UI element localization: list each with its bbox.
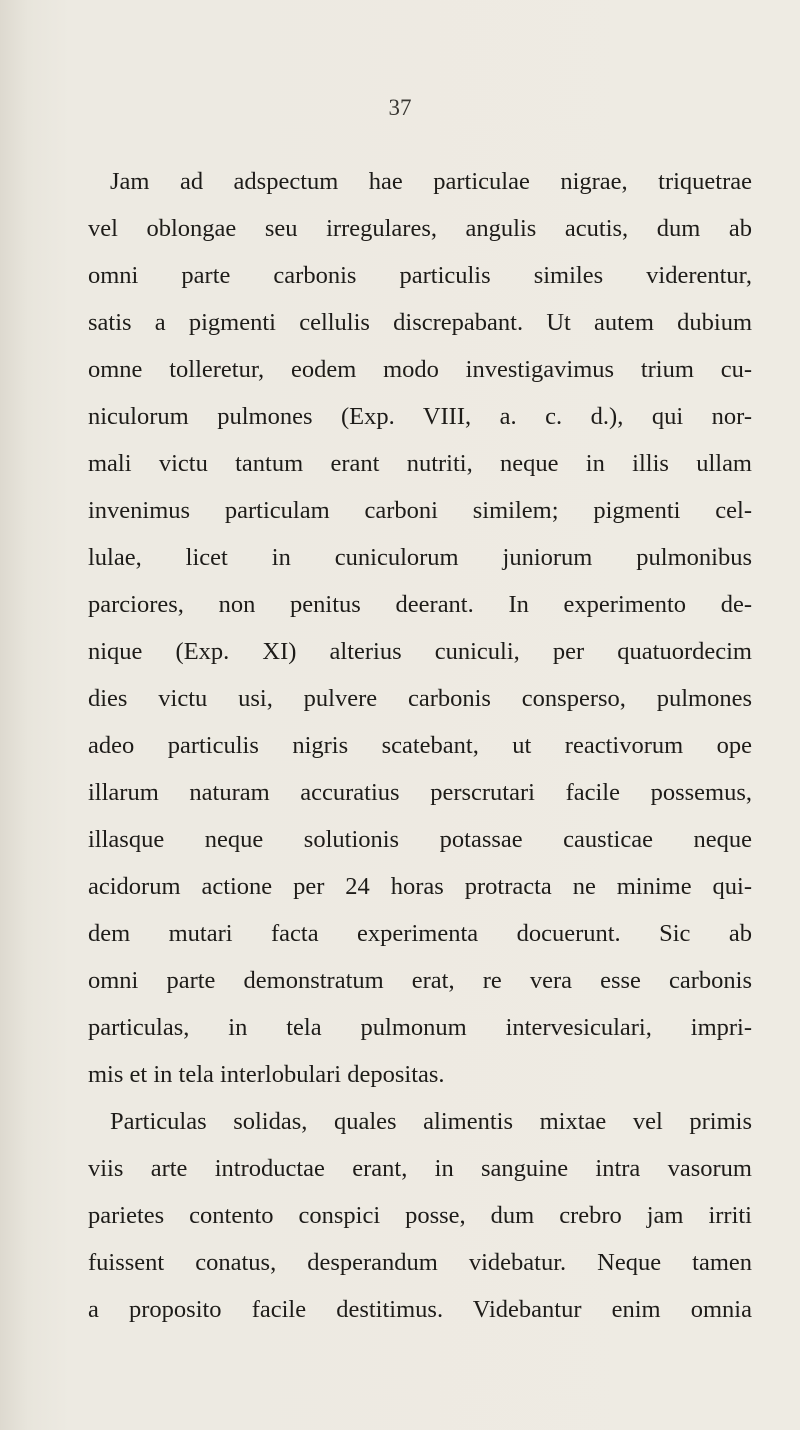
text-line: acidorum actione per 24 horas protracta ne minime qui- xyxy=(88,873,752,900)
text-line: a proposito facile destitimus. Videbantur enim omnia xyxy=(88,1296,752,1323)
text-line: adeo particulis nigris scatebant, ut reactivorum ope xyxy=(88,732,752,759)
page-number: 37 xyxy=(388,95,412,120)
text-line: lulae, licet in cuniculorum juniorum pulmonibus xyxy=(88,544,752,571)
text-line: viis arte introductae erant, in sanguine intra vasorum xyxy=(88,1155,752,1182)
text-line: omni parte carbonis particulis similes viderentur, xyxy=(88,262,752,289)
text-line: satis a pigmenti cellulis discrepabant. Ut autem dubium xyxy=(88,309,752,336)
text-line: dies victu usi, pulvere carbonis consperso, pulmones xyxy=(88,685,752,712)
text-line: nique (Exp. XI) alterius cuniculi, per quatuordecim xyxy=(88,638,752,665)
text-line: vel oblongae seu irregulares, angulis acutis, dum ab xyxy=(88,215,752,242)
text-line: parietes contento conspici posse, dum crebro jam irriti xyxy=(88,1202,752,1229)
text-line: parciores, non penitus deerant. In experimento de- xyxy=(88,591,752,618)
text-line: particulas, in tela pulmonum intervesiculari, impri- xyxy=(88,1014,752,1041)
text-line: mis et in tela interlobulari depositas. xyxy=(88,1061,445,1088)
text-line: dem mutari facta experimenta docuerunt. Sic ab xyxy=(88,920,752,947)
text-line: omne tolleretur, eodem modo investigavimus trium cu- xyxy=(88,356,752,383)
text-line: mali victu tantum erant nutriti, neque in illis ullam xyxy=(88,450,752,477)
text-line: omni parte demonstratum erat, re vera esse carbonis xyxy=(88,967,752,994)
text-line: niculorum pulmones (Exp. VIII, a. c. d.), qui nor- xyxy=(88,403,752,430)
body-text xyxy=(88,158,752,1333)
text-line: illasque neque solutionis potassae causticae neque xyxy=(88,826,752,853)
text-line: illarum naturam accuratius perscrutari facile possemus, xyxy=(88,779,752,806)
text-line: Jam ad adspectum hae particulae nigrae, triquetrae xyxy=(110,168,752,195)
text-line: Particulas solidas, quales alimentis mixtae vel primis xyxy=(110,1108,752,1135)
text-line: invenimus particulam carboni similem; pigmenti cel- xyxy=(88,497,752,524)
text-line: fuissent conatus, desperandum videbatur. Neque tamen xyxy=(88,1249,752,1276)
